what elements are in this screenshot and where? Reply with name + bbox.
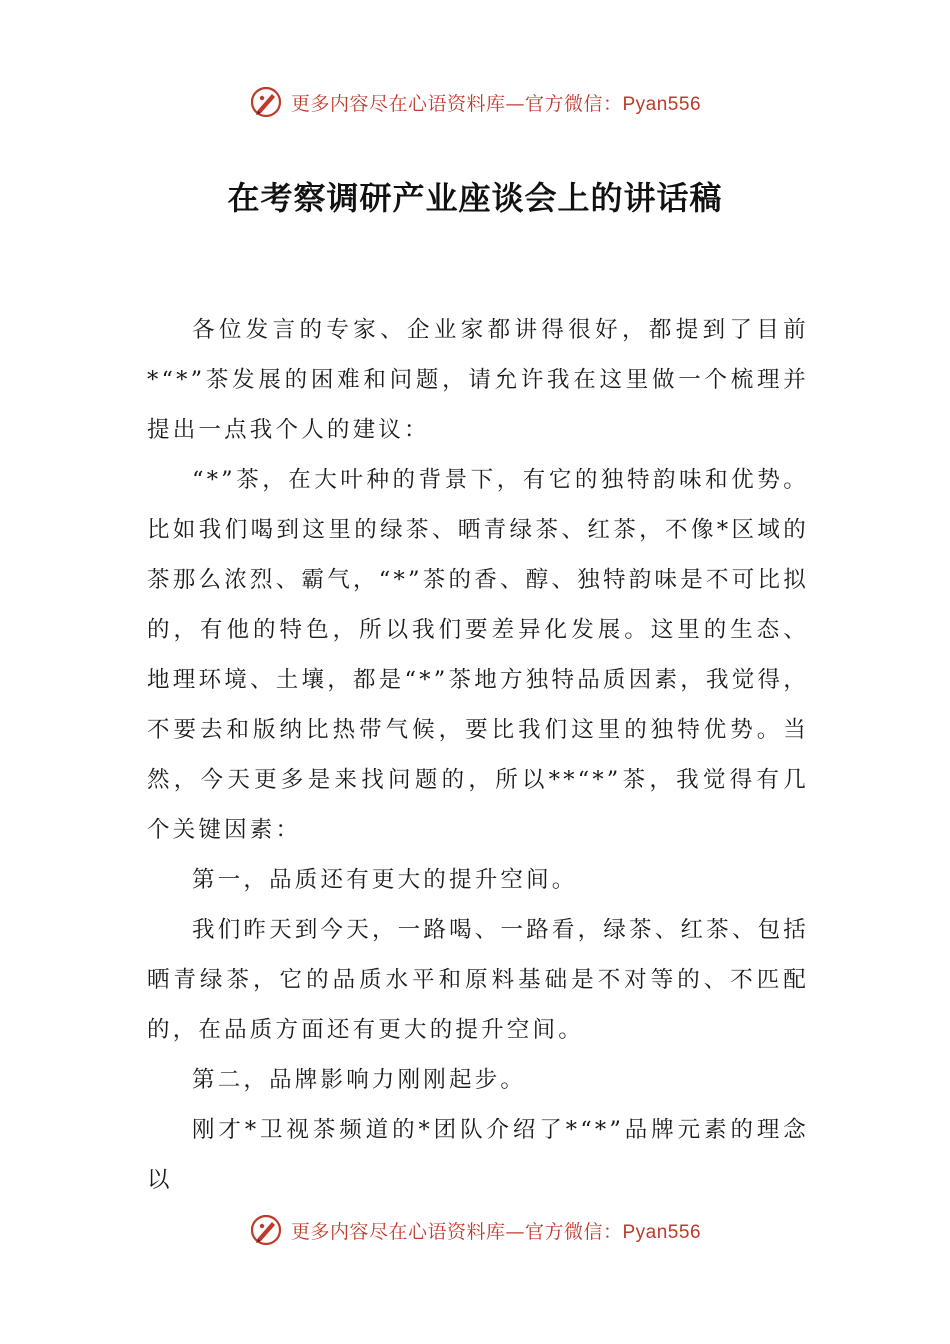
paragraph-3: 第一，品质还有更大的提升空间。: [192, 867, 578, 893]
header-wechat-id: Pyan556: [622, 93, 702, 115]
header-banner-label: 更多内容尽在心语资料库—官方微信：: [290, 92, 623, 115]
footer-banner-label: 更多内容尽在心语资料库—官方微信：: [290, 1220, 623, 1243]
paragraph-2: “*”茶，在大叶种的背景下，有它的独特韵味和优势。比如我们喝到这里的绿茶、晒青绿茶、红茶，不像*区域的茶那么浓烈、霸气，“*”茶的香、醇、独特韵味是不可比拟的，有他的特色，所以我们要差异化发展。这里的生态、地理环境、土壤，都是“*”茶地方独特品质因素，我觉得，不要去和版纳比热带气候，要比我们这里的独特优势。当然，今天更多是来找问题的，所以**“*”茶，我觉得有几个关键因素：: [147, 467, 809, 843]
footer-banner-text: [291, 1217, 701, 1244]
header-banner-text: [291, 89, 701, 116]
document-title: 在考察调研产业座谈会上的讲话稿: [227, 179, 723, 217]
footer-wechat-id: Pyan556: [622, 1221, 702, 1243]
paragraph-6: 刚才*卫视茶频道的*团队介绍了*“*”品牌元素的理念以: [147, 1117, 809, 1193]
paragraph-4: 我们昨天到今天，一路喝、一路看，绿茶、红茶、包括晒青绿茶，它的品质水平和原料基础是不对等的、不匹配的，在品质方面还有更大的提升空间。: [147, 917, 809, 1043]
paragraph-5: 第二，品牌影响力刚刚起步。: [192, 1067, 527, 1093]
header-banner: [0, 82, 950, 122]
pen-circle-logo-icon: [249, 1213, 283, 1247]
footer-banner: [0, 1210, 950, 1250]
document-body: [147, 305, 809, 1205]
paragraph-1: 各位发言的专家、企业家都讲得很好，都提到了目前*“*”茶发展的困难和问题，请允许我在这里做一个梳理并提出一点我个人的建议：: [147, 317, 809, 443]
pen-circle-logo-icon: [249, 85, 283, 119]
